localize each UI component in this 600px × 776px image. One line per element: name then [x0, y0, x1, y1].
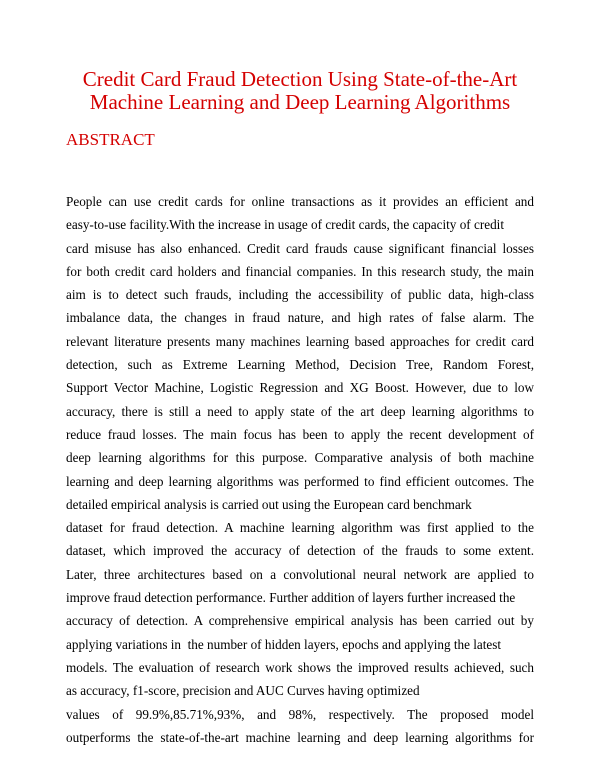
abstract-line: learning and deep learning algorithms was performed to find efficient outcomes. The	[66, 473, 534, 489]
paper-title	[40, 66, 560, 113]
abstract-line: accuracy of detection. A comprehensive empirical analysis has been carried out by	[66, 613, 534, 629]
abstract-line: dataset, which improved the accuracy of detection of the frauds to some extent.	[66, 543, 534, 559]
abstract-line: outperforms the state-of-the-art machine learning and deep learning algorithms for	[66, 729, 534, 745]
abstract-line: models. The evaluation of research work shows the improved results achieved, such	[66, 659, 534, 675]
paper-title-line: Machine Learning and Deep Learning Algorithms	[89, 90, 511, 115]
abstract-line: detection, such as Extreme Learning Method, Decision Tree, Random Forest,	[66, 357, 534, 373]
abstract-line: for both credit card holders and financial companies. In this research study, the main	[66, 263, 534, 279]
abstract-line: applying variations in the number of hidden layers, epochs and applying the latest	[66, 636, 502, 652]
paper-title-line: Credit Card Fraud Detection Using State-of-the-Art	[82, 67, 518, 91]
abstract-line: accuracy, there is still a need to apply state of the art deep learning algorithms to	[66, 403, 534, 419]
abstract-line: as accuracy, f1-score, precision and AUC Curves having optimized	[66, 683, 420, 699]
abstract-line: Later, three architectures based on a convolutional neural network are applied to	[66, 566, 534, 582]
abstract-line: relevant literature presents many machines learning based approaches for credit card	[66, 333, 534, 349]
abstract-line: imbalance data, the changes in fraud nature, and high rates of false alarm. The	[66, 310, 534, 326]
abstract-line: aim is to detect such frauds, including the accessibility of public data, high-class	[66, 287, 534, 303]
abstract-line: card misuse has also enhanced. Credit card frauds cause significant financial losses	[66, 240, 534, 256]
abstract-line: Support Vector Machine, Logistic Regression and XG Boost. However, due to low	[66, 380, 534, 396]
abstract-line: detailed empirical analysis is carried out using the European card benchmark	[66, 496, 472, 512]
abstract-line: values of 99.9%,85.71%,93%, and 98%, respectively. The proposed model	[66, 706, 534, 722]
abstract-line: dataset for fraud detection. A machine learning algorithm was first applied to the	[66, 520, 534, 536]
abstract-line: reduce fraud losses. The main focus has been to apply the recent development of	[66, 426, 534, 442]
abstract-line: improve fraud detection performance. Further addition of layers further increased the	[66, 590, 516, 606]
section-heading-abstract: ABSTRACT	[66, 130, 155, 149]
abstract-line: People can use credit cards for online transactions as it provides an efficient and	[66, 194, 534, 209]
abstract-line: easy-to-use facility.With the increase in usage of credit cards, the capacity of credit	[66, 217, 505, 233]
abstract-line: deep learning algorithms for this purpose. Comparative analysis of both machine	[66, 450, 534, 466]
abstract-body	[66, 190, 534, 749]
